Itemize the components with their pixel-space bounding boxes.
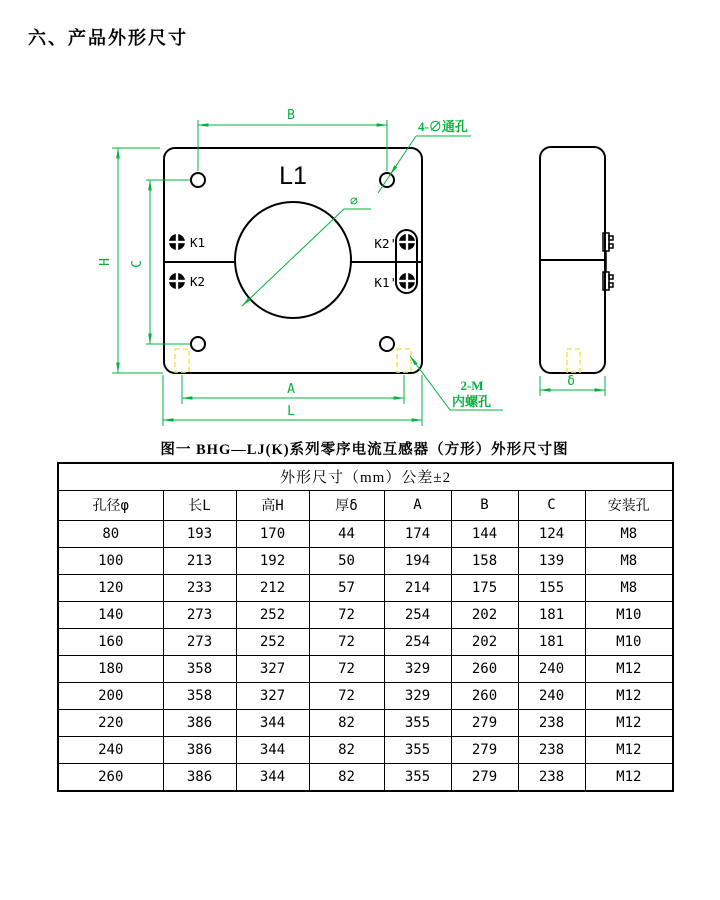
table-cell: M10 [585, 601, 673, 628]
technical-drawing [0, 0, 720, 440]
table-cell: 80 [58, 520, 163, 547]
terminal-screw-k2 [169, 273, 185, 289]
table-header-cell: 厚δ [309, 490, 384, 520]
table-cell: M12 [585, 682, 673, 709]
table-cell: 139 [518, 547, 585, 574]
annotation-thread-text: 内螺孔 [452, 394, 492, 409]
table-cell: 155 [518, 574, 585, 601]
table-cell: 386 [163, 763, 236, 791]
table-cell: 180 [58, 655, 163, 682]
table-cell: M12 [585, 709, 673, 736]
table-row [58, 682, 673, 709]
table-cell: 386 [163, 736, 236, 763]
terminal-screw-k1 [169, 234, 185, 250]
table-header-cell: 孔径φ [58, 490, 163, 520]
side-view [540, 147, 613, 373]
table-cell: 279 [451, 709, 518, 736]
table-cell: 355 [384, 709, 451, 736]
side-thread-hole [567, 349, 580, 372]
table-cell: 252 [236, 628, 309, 655]
table-row [58, 763, 673, 791]
table-header-cell: 安装孔 [585, 490, 673, 520]
table-row [58, 628, 673, 655]
table-row [58, 709, 673, 736]
table-cell: 158 [451, 547, 518, 574]
table-cell: 160 [58, 628, 163, 655]
table-cell: 200 [58, 682, 163, 709]
table-cell: 260 [451, 655, 518, 682]
through-hole-bottom-right [380, 337, 394, 351]
table-cell: 358 [163, 682, 236, 709]
table-cell: 214 [384, 574, 451, 601]
table-cell: 344 [236, 736, 309, 763]
table-cell: 273 [163, 601, 236, 628]
table-cell: 192 [236, 547, 309, 574]
table-cell: M8 [585, 574, 673, 601]
table-cell: 355 [384, 763, 451, 791]
annotation-thread-size: 2-M [460, 378, 484, 393]
terminal-label-k2: K2 [190, 274, 206, 289]
table-cell: M10 [585, 628, 673, 655]
table-cell: 140 [58, 601, 163, 628]
table-cell: 82 [309, 709, 384, 736]
table-cell: 72 [309, 655, 384, 682]
table-cell: 193 [163, 520, 236, 547]
table-cell: 194 [384, 547, 451, 574]
table-row [58, 736, 673, 763]
table-cell: 50 [309, 547, 384, 574]
table-cell: 254 [384, 601, 451, 628]
table-cell: 72 [309, 682, 384, 709]
table-cell: 174 [384, 520, 451, 547]
table-cell: 252 [236, 601, 309, 628]
table-cell: 220 [58, 709, 163, 736]
table-cell: 279 [451, 763, 518, 791]
table-cell: 72 [309, 628, 384, 655]
table-cell: 240 [518, 682, 585, 709]
table-cell: 82 [309, 736, 384, 763]
table-cell: M8 [585, 547, 673, 574]
dim-label-h: H [98, 258, 113, 266]
table-cell: 358 [163, 655, 236, 682]
dim-label-a: A [287, 382, 295, 397]
table-header-row [58, 490, 673, 520]
dim-label-l: L [287, 404, 295, 419]
table-row [58, 520, 673, 547]
table-cell: 212 [236, 574, 309, 601]
table-cell: 279 [451, 736, 518, 763]
table-cell: 327 [236, 682, 309, 709]
table-cell: M8 [585, 520, 673, 547]
figure-caption: 图一 BHG—LJ(K)系列零序电流互感器（方形）外形尺寸图 [160, 442, 569, 458]
section-title: 六、产品外形尺寸 [28, 28, 188, 48]
table-cell: 124 [518, 520, 585, 547]
table-cell: 238 [518, 736, 585, 763]
table-cell: 175 [451, 574, 518, 601]
table-cell: 202 [451, 628, 518, 655]
dimension-table [57, 462, 674, 792]
thread-hole-right [397, 349, 411, 372]
through-hole-top-left [191, 173, 205, 187]
table-row [58, 655, 673, 682]
table-cell: 260 [58, 763, 163, 791]
table-header-cell: 高H [236, 490, 309, 520]
table-cell: 82 [309, 763, 384, 791]
table-cell: 386 [163, 709, 236, 736]
terminal-label-k1-prime: K1' [374, 275, 397, 290]
table-cell: 72 [309, 601, 384, 628]
terminal-label-k1: K1 [190, 235, 206, 250]
table-cell: M12 [585, 655, 673, 682]
table-title: 外形尺寸（mm）公差±2 [58, 463, 673, 490]
table-row [58, 547, 673, 574]
table-cell: 44 [309, 520, 384, 547]
table-cell: 144 [451, 520, 518, 547]
table-header-cell: C [518, 490, 585, 520]
table-cell: 181 [518, 601, 585, 628]
table-cell: 238 [518, 763, 585, 791]
table-cell: 57 [309, 574, 384, 601]
through-hole-bottom-left [191, 337, 205, 351]
table-header-cell: A [384, 490, 451, 520]
front-view [164, 148, 422, 373]
table-row [58, 601, 673, 628]
dim-label-c: C [130, 260, 145, 268]
table-cell: 100 [58, 547, 163, 574]
table-cell: 355 [384, 736, 451, 763]
table-row [58, 574, 673, 601]
terminal-label-k2-prime: K2' [374, 236, 397, 251]
table-cell: 170 [236, 520, 309, 547]
table-cell: M12 [585, 736, 673, 763]
terminal-screw-k2-prime [399, 234, 415, 250]
table-cell: 240 [518, 655, 585, 682]
table-cell: 202 [451, 601, 518, 628]
table-cell: 260 [451, 682, 518, 709]
table-cell: 329 [384, 682, 451, 709]
table-cell: 344 [236, 763, 309, 791]
annotation-through-holes: 4-∅通孔 [418, 119, 468, 134]
table-cell: 181 [518, 628, 585, 655]
table-cell: 238 [518, 709, 585, 736]
table-cell: 254 [384, 628, 451, 655]
table-cell: 329 [384, 655, 451, 682]
table-cell: 213 [163, 547, 236, 574]
annotation-diameter-symbol: ∅ [350, 194, 358, 209]
dim-label-b: B [287, 108, 295, 123]
dim-label-delta: δ [567, 374, 575, 389]
table-cell: 344 [236, 709, 309, 736]
table-cell: 233 [163, 574, 236, 601]
product-label: L1 [279, 162, 307, 190]
table-cell: 120 [58, 574, 163, 601]
table-cell: M12 [585, 763, 673, 791]
table-cell: 240 [58, 736, 163, 763]
table-header-cell: B [451, 490, 518, 520]
table-cell: 327 [236, 655, 309, 682]
table-cell: 273 [163, 628, 236, 655]
terminal-screw-k1-prime [399, 273, 415, 289]
table-header-cell: 长L [163, 490, 236, 520]
thread-hole-left [175, 349, 189, 372]
